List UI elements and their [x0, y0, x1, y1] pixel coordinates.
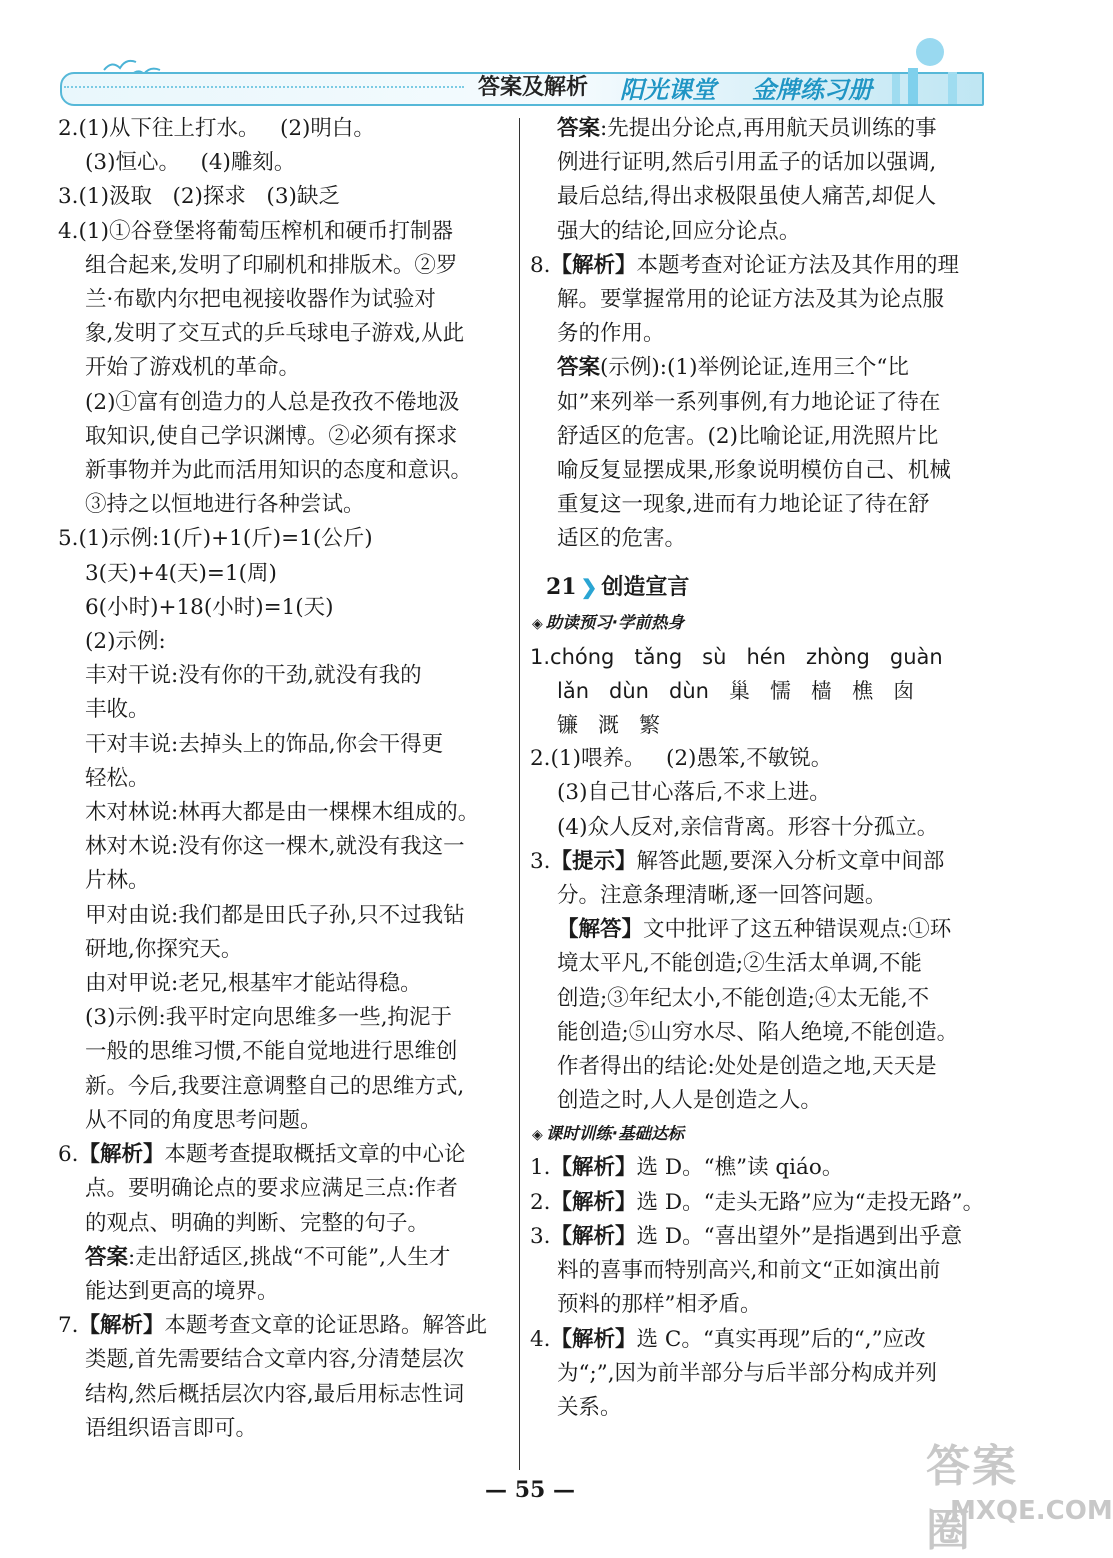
question-6: [58, 1138, 510, 1309]
text-line: [530, 1220, 986, 1254]
lesson-number: 21: [546, 573, 577, 600]
text-line: 为“;”,因为前半部分与后半部分构成并列: [557, 1360, 938, 1386]
question-number: 7.: [58, 1313, 79, 1339]
decoration-icon: [878, 28, 978, 108]
text-line: 由对甲说:老兄,根基牢才能站得稳。: [85, 971, 422, 997]
text-line: 喻反复显摆成果,形象说明模仿自己、机械: [557, 458, 951, 484]
header-answers-label: 答案及解析: [478, 75, 589, 100]
text-segment: 选 D。“走头无路”应为“走投无路”。: [636, 1189, 985, 1215]
text-segment: 本题考查对论证方法及其作用的理: [636, 252, 960, 278]
watermark-logo: 答案圈: [926, 1441, 1018, 1556]
text-line: 丰收。: [85, 697, 150, 723]
text-line: 关系。: [557, 1394, 622, 1420]
text-line: 木对林说:林再大都是由一棵棵木组成的。: [85, 800, 480, 826]
exercise-3: [530, 1220, 986, 1323]
text-segment: 选 D。“喜出望外”是指遇到出乎意: [636, 1223, 963, 1249]
page-header: [0, 0, 1060, 112]
analysis-tag: 【解析】: [78, 1313, 165, 1339]
text-line: 丰对干说:没有你的干劲,就没有我的: [85, 663, 422, 689]
header-brand: 阳光课堂: [620, 75, 716, 104]
right-column: [530, 112, 986, 1425]
text-line: 林对木说:没有你这一棵木,就没有我这一: [85, 834, 465, 860]
text-line: 语组织语言即可。: [85, 1415, 258, 1441]
text-segment: (示例):(1)举例论证,连用三个“比: [600, 355, 909, 381]
text-line: 组合起来,发明了印刷机和排版术。②罗: [85, 252, 458, 278]
text-line: (3)恒心。 (4)雕刻。: [85, 150, 296, 176]
text-line: [58, 1241, 510, 1275]
question-5: [58, 522, 510, 1138]
watermark-url: MXQE.COM: [950, 1496, 1113, 1526]
text-line: 1.chóng tǎng sù hén zhòng guàn: [530, 644, 943, 669]
text-line: 从不同的角度思考问题。: [85, 1107, 322, 1133]
watermark: [870, 1430, 1113, 1556]
answer-label: 答案: [557, 355, 601, 381]
text-segment: 解答此题,要深入分析文章中间部: [636, 848, 945, 874]
text-line: 新。今后,我要注意调整自己的思维方式,: [85, 1073, 465, 1099]
page-number: — 55 —: [485, 1477, 575, 1503]
section-heading: [530, 1118, 986, 1151]
text-line: [530, 1151, 986, 1185]
text-line: 新事物并为此而活用知识的态度和意识。: [85, 458, 473, 484]
text-line: lǎn dùn dùn 巢 懦 樯 樵 囱: [557, 678, 915, 703]
text-line: 6(小时)+18(小时)=1(天): [85, 594, 334, 620]
section-title: 课时训练·基础达标: [545, 1124, 685, 1144]
text-line: ③持之以恒地进行各种尝试。: [85, 492, 365, 518]
column-divider: [519, 118, 520, 1470]
text-line: 3.(1)汲取 (2)探求 (3)缺乏: [58, 184, 340, 210]
section-heading: [530, 607, 986, 640]
text-line: 研地,你探究天。: [85, 936, 243, 962]
question-8: [530, 249, 986, 557]
text-line: 舒适区的危害。(2)比喻论证,用洗照片比: [557, 423, 939, 449]
text-segment: 本题考查提取概括文章的中心论: [164, 1142, 466, 1168]
text-segment: :先提出分论点,再用航天员训练的事: [600, 116, 937, 141]
hint-tag: 【提示】: [550, 848, 637, 874]
text-line: 强大的结论,回应分论点。: [557, 218, 801, 244]
text-line: 开始了游戏机的革命。: [85, 355, 301, 381]
section-title: 助读预习·学前热身: [545, 612, 685, 632]
text-segment: 本题考查文章的论证思路。解答此: [164, 1313, 488, 1339]
analysis-tag: 【解析】: [78, 1142, 165, 1168]
text-line: [530, 112, 986, 146]
text-line: [530, 1186, 986, 1220]
text-line: [530, 913, 986, 947]
text-line: 兰·布歇内尔把电视接收器作为试验对: [85, 287, 436, 313]
text-line: (4)众人反对,亲信背离。形容十分孤立。: [557, 814, 939, 840]
text-line: 类题,首先需要结合文章内容,分清楚层次: [85, 1347, 465, 1373]
text-segment: 选 C。“真实再现”后的“,”应改: [636, 1326, 926, 1352]
answer-label: 答案: [557, 116, 601, 141]
text-line: 重复这一现象,进而有力地论证了待在舒: [557, 492, 930, 518]
question-number: 4.: [530, 1326, 551, 1352]
pinyin-question-1: [530, 640, 986, 743]
exercise-4: [530, 1323, 986, 1426]
text-segment: 文中批评了这五种错误观点:①环: [643, 917, 952, 943]
text-line: 分。注意条理清晰,逐一回答问题。: [557, 883, 887, 909]
text-line: 取知识,使自己学识渊博。②必须有探求: [85, 423, 458, 449]
question-number: 6.: [58, 1142, 79, 1168]
question-3: [58, 180, 510, 214]
text-line: 2.(1)喂养。 (2)愚笨,不敏锐。: [530, 746, 833, 772]
text-line: 创造之时,人人是创造之人。: [557, 1088, 822, 1114]
text-line: [530, 1323, 986, 1357]
header-book-title: 金牌练习册: [752, 75, 872, 104]
text-line: 能创造;⑤山穷水尽、陷人绝境,不能创造。: [557, 1019, 959, 1045]
text-line: (3)示例:我平时定向思维多一些,拘泥于: [85, 1005, 453, 1031]
text-segment: :走出舒适区,挑战“不可能”,人生才: [128, 1244, 451, 1270]
text-line: 轻松。: [85, 765, 150, 791]
analysis-tag: 【解析】: [550, 252, 637, 278]
text-line: 4.(1)①谷登堡将葡萄压榨机和硬币打制器: [58, 218, 453, 244]
text-line: 片林。: [85, 868, 150, 894]
text-line: 3(天)+4(天)=1(周): [85, 560, 277, 586]
text-line: [58, 1138, 510, 1172]
question-4: [58, 215, 510, 523]
analysis-tag: 【解析】: [550, 1155, 637, 1181]
text-line: 5.(1)示例:1(斤)+1(斤)=1(公斤): [58, 526, 373, 552]
analysis-tag: 【解析】: [550, 1189, 637, 1215]
text-line: 例进行证明,然后引用孟子的话加以强调,: [557, 150, 937, 176]
question-number: 8.: [530, 252, 551, 278]
text-line: [530, 249, 986, 283]
analysis-tag: 【解析】: [550, 1223, 637, 1249]
text-line: [530, 351, 986, 385]
text-line: 的观点、明确的判断、完整的句子。: [85, 1210, 430, 1236]
text-line: 料的喜事而特别高兴,和前文“正如演出前: [557, 1258, 941, 1284]
text-line: 最后总结,得出求极限虽使人痛苦,却促人: [557, 184, 937, 210]
text-line: [58, 1309, 510, 1343]
exercise-2: [530, 1186, 986, 1220]
text-line: 如”来列举一系列事例,有力地论证了待在: [557, 389, 941, 415]
text-line: 预料的那样”相矛盾。: [557, 1292, 762, 1318]
text-line: (3)自己甘心落后,不求上进。: [557, 780, 831, 806]
text-line: 一般的思维习惯,不能自觉地进行思维创: [85, 1039, 458, 1065]
text-line: 解。要掌握常用的论证方法及其为论点服: [557, 287, 945, 313]
question-number: 3.: [530, 1223, 551, 1249]
question-7-answer: [530, 112, 986, 249]
question-7: [58, 1309, 510, 1446]
question-number: 2.: [530, 1189, 551, 1215]
text-line: (2)①富有创造力的人总是孜孜不倦地汲: [85, 389, 460, 415]
text-line: 创造;③年纪太小,不能创造;④太无能,不: [557, 985, 930, 1011]
text-segment: 选 D。“樵”读 qiáo。: [636, 1155, 844, 1181]
question-number: 3.: [530, 848, 551, 874]
lesson-heading: [530, 567, 986, 607]
chevron-right-icon: ❯: [580, 574, 598, 599]
text-line: 境太平凡,不能创造;②生活太单调,不能: [557, 951, 922, 977]
text-line: 作者得出的结论:处处是创造之地,天天是: [557, 1054, 937, 1080]
text-line: 点。要明确论点的要求应满足三点:作者: [85, 1176, 458, 1202]
diamond-icon: ◈: [532, 1127, 543, 1144]
text-line: 2.(1)从下往上打水。 (2)明白。: [58, 116, 375, 141]
question-number: 1.: [530, 1155, 551, 1181]
text-line: 甲对由说:我们都是田氏子孙,只不过我钻: [85, 902, 465, 928]
pre-question-2: [530, 742, 986, 845]
text-line: 能达到更高的境界。: [85, 1278, 279, 1304]
answer-label: 答案: [85, 1244, 129, 1270]
text-line: 镰 溉 繁: [557, 713, 661, 738]
text-line: 适区的危害。: [557, 526, 687, 552]
text-line: (2)示例:: [85, 629, 166, 655]
pre-question-3: [530, 845, 986, 1119]
header-dotted-line: [64, 86, 464, 90]
solution-tag: 【解答】: [557, 917, 644, 943]
exercise-1: [530, 1151, 986, 1185]
text-line: 象,发明了交互式的乒乓球电子游戏,从此: [85, 321, 465, 347]
diamond-icon: ◈: [532, 615, 543, 632]
text-line: 干对丰说:去掉头上的饰品,你会干得更: [85, 731, 444, 757]
analysis-tag: 【解析】: [550, 1326, 637, 1352]
question-2: [58, 112, 510, 180]
lesson-title: 创造宣言: [601, 573, 690, 600]
text-line: 结构,然后概括层次内容,最后用标志性词: [85, 1381, 465, 1407]
text-line: [530, 845, 986, 879]
text-line: 务的作用。: [557, 321, 665, 347]
left-column: [58, 112, 510, 1446]
